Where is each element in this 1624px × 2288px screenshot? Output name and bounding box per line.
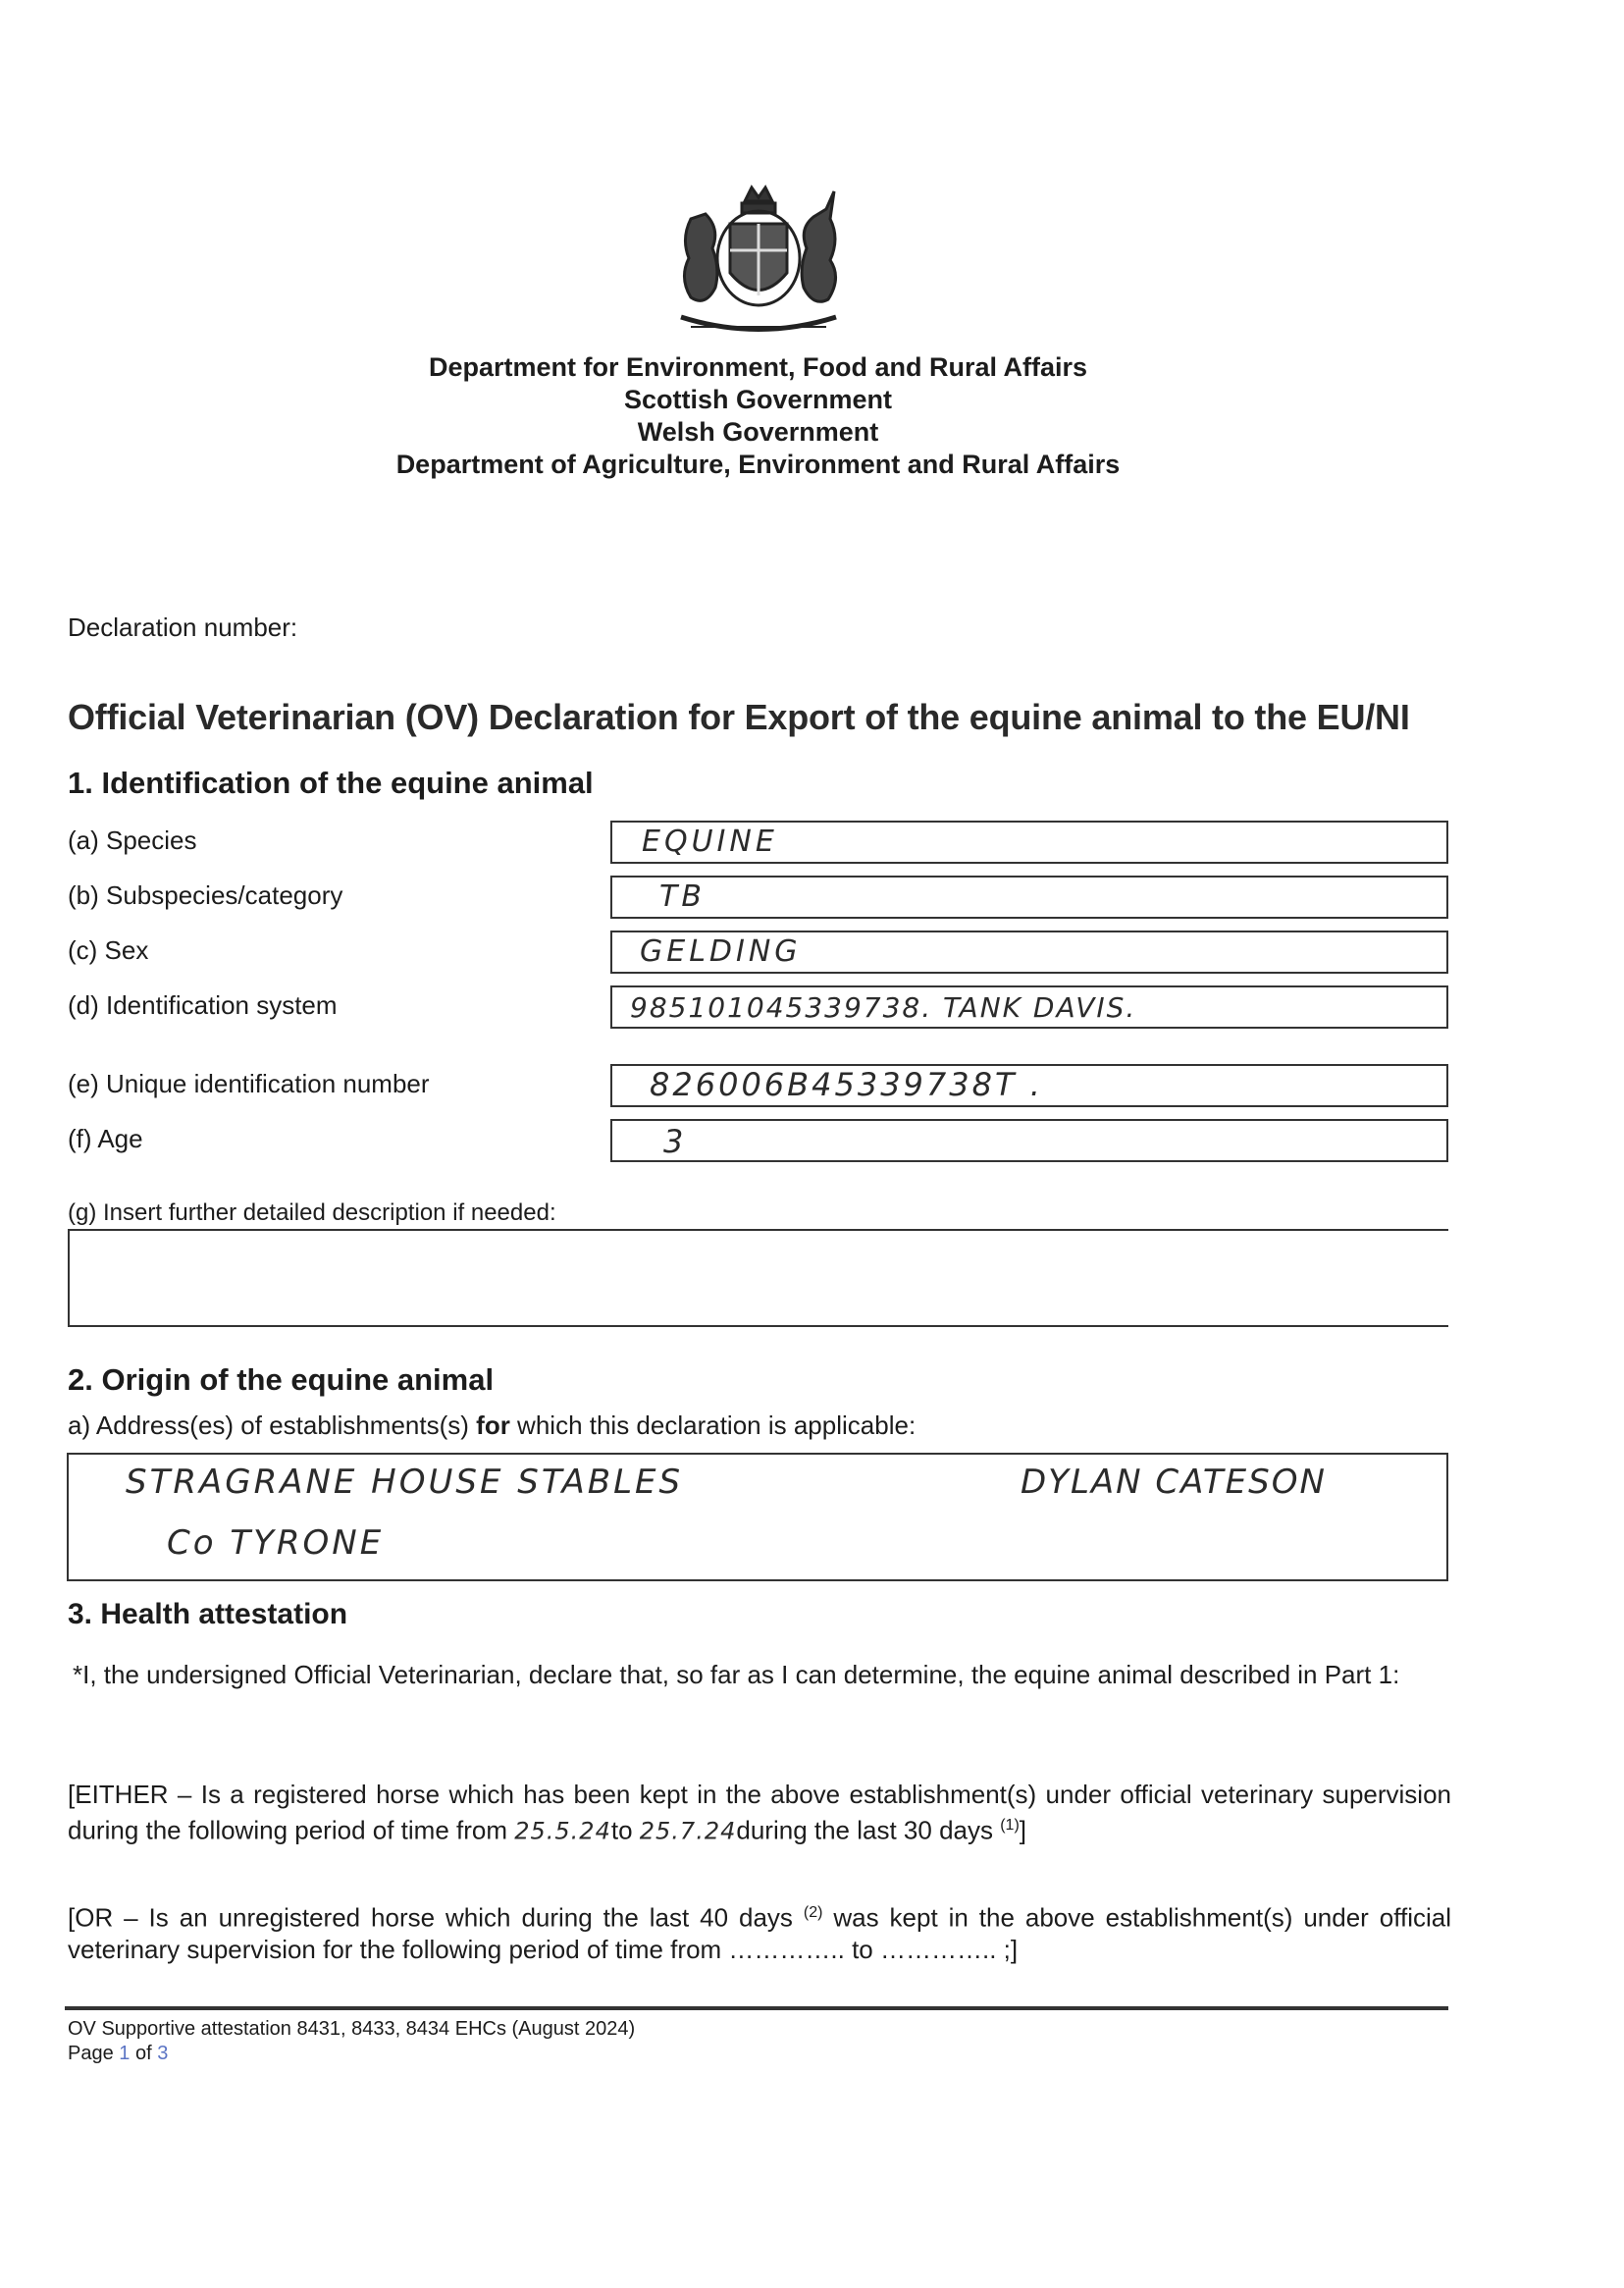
page-number: Page 1 of 3 [68,2043,169,2064]
health-intro-paragraph: *I, the undersigned Official Veterinarian, declare that, so far as I can determine, the equine animal described in Part 1: [73,1660,1400,1689]
address-line-1: STRAGRANE HOUSE STABLES [126,1463,684,1502]
further-description-label: (g) Insert further detailed description if needed: [68,1199,556,1226]
age-label: (f) Age [68,1124,143,1153]
species-value: EQUINE [642,825,778,859]
further-description-field[interactable] [68,1229,1448,1327]
or-paragraph: [OR – Is an unregistered horse which during the last 40 days $^{(2)}$ was kept in the above establishment(s) under official veterinary supervision for the following period of time from ………….. to ………….. ;] [68,1902,1451,1964]
footer-divider [65,2006,1448,2010]
department-name-welsh-government: Welsh Government [637,417,879,447]
section-3-heading: 3. Health attestation [68,1598,348,1630]
sex-label: (c) Sex [68,935,149,965]
unique-id-field[interactable] [610,1064,1448,1107]
sex-field[interactable] [610,931,1448,974]
declaration-number-label: Declaration number: [68,612,298,642]
species-field[interactable] [610,821,1448,864]
identification-system-field[interactable] [610,985,1448,1029]
subspecies-label: (b) Subspecies/category [68,880,343,910]
address-line-2: Co TYRONE [167,1523,385,1563]
address-field[interactable] [67,1453,1448,1581]
either-from-date: 25.5.24 [514,1817,611,1845]
address-label: a) Address(es) of establishments(s) for which this declaration is applicable: [68,1410,917,1440]
identification-system-value: 985101045339738. TANK DAVIS. [630,991,1137,1024]
either-paragraph: [EITHER – Is a registered horse which has been kept in the above establishment(s) under official veterinary supervision during the following period of time from 25.5.24to 25.7.24during the last 30 days $^{(1)}$] [68,1780,1451,1845]
identification-system-label: (d) Identification system [68,990,338,1020]
either-to-date: 25.7.24 [639,1817,737,1845]
department-name-daera: Department of Agriculture, Environment and Rural Affairs [395,450,1121,479]
species-label: (a) Species [68,825,197,855]
page-title: Official Veterinarian (OV) Declaration for Export of the equine animal to the EU/NI [68,697,1410,737]
sex-value: GELDING [640,934,802,969]
subspecies-field[interactable] [610,876,1448,919]
unique-id-value: 826006B45339738T . [650,1066,1043,1103]
department-name-scottish-government: Scottish Government [623,385,893,414]
unique-id-label: (e) Unique identification number [68,1069,430,1098]
address-line-1-name: DYLAN CATESON [1021,1463,1327,1502]
section-2-heading: 2. Origin of the equine animal [68,1362,495,1397]
royal-coat-of-arms-emblem [661,180,856,346]
section-1-heading: 1. Identification of the equine animal [68,766,594,800]
department-name-defra: Department for Environment, Food and Rural Affairs [428,352,1088,382]
footer-attestation: OV Supportive attestation 8431, 8433, 8434 EHCs (August 2024) [68,2018,636,2040]
age-field[interactable] [610,1119,1448,1162]
subspecies-value: TB [659,879,706,914]
age-value: 3 [663,1123,688,1160]
